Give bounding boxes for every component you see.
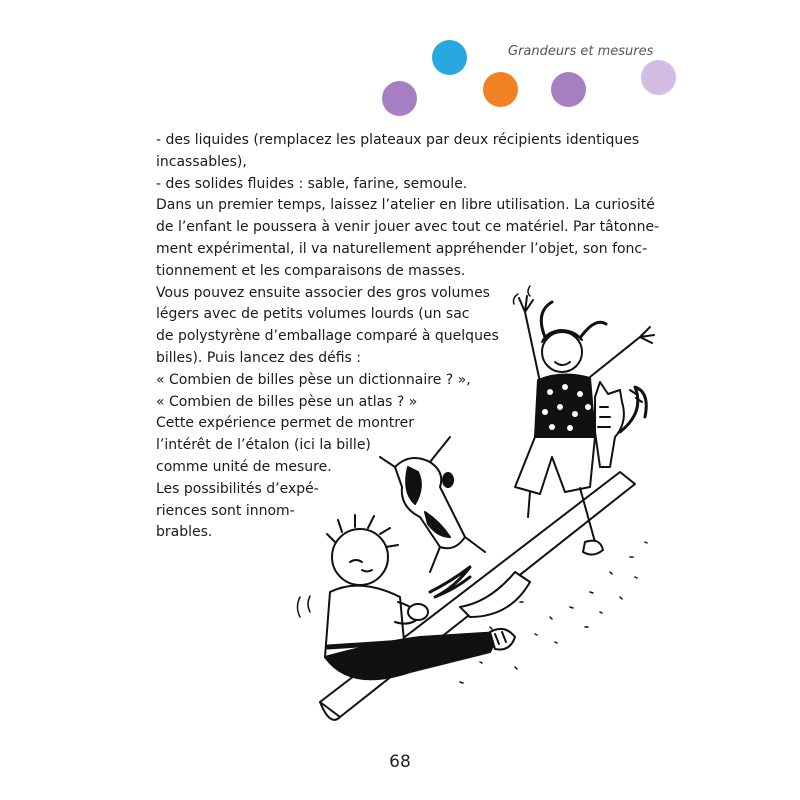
text-line: incassables),: [156, 153, 247, 170]
purple-dot-left: [382, 81, 417, 116]
text-line: tionnement et les comparaisons de masses.: [156, 262, 466, 279]
orange-dot: [483, 72, 518, 107]
section-title: Grandeurs et mesures: [508, 44, 654, 59]
blue-dot: [432, 40, 467, 75]
purple-dot: [551, 72, 586, 107]
text-line: Dans un premier temps, laissez l’atelier en libre utilisation. La curiosité: [156, 197, 655, 214]
text-line: de l’enfant le poussera à venir jouer avec tout ce matériel. Par tâtonne-: [156, 219, 660, 236]
page-number: 68: [389, 752, 411, 772]
text-line: Vous pouvez ensuite associer des gros volumes: [156, 284, 490, 301]
text-line: de polystyrène d’emballage comparé à quelques: [156, 328, 499, 345]
text-line: « Combien de billes pèse un dictionnaire ? »,: [156, 371, 471, 388]
light-purple-dot: [641, 60, 676, 95]
children-seesaw-illustration: [290, 272, 680, 732]
text-line: comme unité de mesure.: [156, 458, 332, 475]
text-line: l’intérêt de l’étalon (ici la bille): [156, 437, 371, 454]
text-line: légers avec de petits volumes lourds (un sac: [156, 306, 470, 323]
text-line: - des solides fluides : sable, farine, semoule.: [156, 175, 468, 192]
text-line: billes). Puis lancez des défis :: [156, 349, 362, 366]
text-line: riences sont innom-: [156, 502, 295, 519]
text-line: ment expérimental, il va naturellement appréhender l’objet, son fonc-: [156, 240, 648, 257]
text-line: brables.: [156, 524, 213, 541]
text-line: - des liquides (remplacez les plateaux par deux récipients identiques: [156, 132, 640, 148]
text-line: Les possibilités d’expé-: [156, 480, 319, 497]
cat-figure: [595, 382, 646, 467]
dog-figure: [380, 437, 485, 597]
text-line: « Combien de billes pèse un atlas ? »: [156, 393, 418, 410]
text-line: Cette expérience permet de montrer: [156, 415, 415, 432]
